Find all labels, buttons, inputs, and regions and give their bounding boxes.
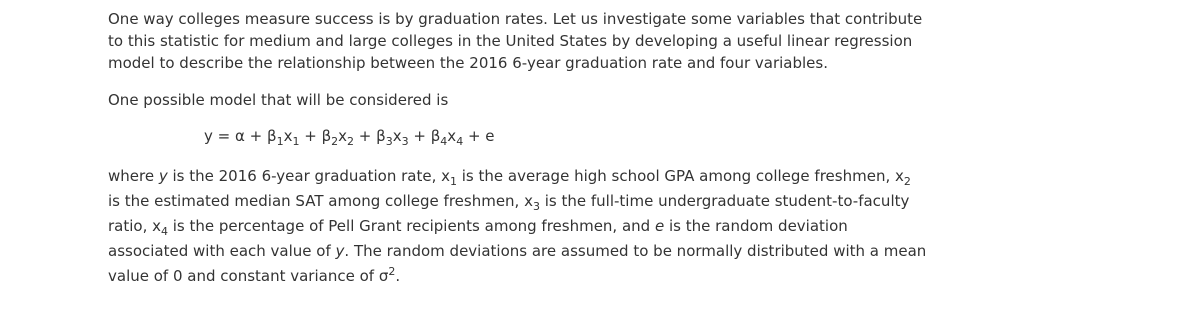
intro-line-2: to this statistic for medium and large colleges in the United States by developing a useful linear regression xyxy=(108,32,913,50)
regression-equation xyxy=(204,125,1108,147)
beta-1-sub: 1 xyxy=(276,135,284,148)
beta-3-sub: 3 xyxy=(385,135,393,148)
x-4: x xyxy=(447,127,457,145)
x-1: x xyxy=(283,127,293,145)
problem-text xyxy=(108,8,1108,289)
intro-line-1: One way colleges measure success is by graduation rates. Let us investigate some variables that contribute xyxy=(108,10,923,28)
def-y: y xyxy=(158,167,168,185)
plus-4: + xyxy=(463,127,486,145)
beta-1: β xyxy=(266,127,277,145)
def-y-2: y xyxy=(335,242,345,260)
x-2-sub: 2 xyxy=(347,135,355,148)
def-text-1: where xyxy=(108,167,159,185)
x-2: x xyxy=(338,127,348,145)
beta-2-sub: 2 xyxy=(331,135,339,148)
plus-2: + xyxy=(354,127,377,145)
intro-paragraph xyxy=(108,8,1108,74)
def-text-9: associated with each value of xyxy=(108,242,336,260)
def-sigma-sup: 2 xyxy=(388,265,396,278)
x-3-sub: 3 xyxy=(401,135,409,148)
beta-4: β xyxy=(430,127,441,145)
def-text-10: . The random deviations are assumed to be normally distributed with a mean xyxy=(344,242,927,260)
beta-4-sub: 4 xyxy=(440,135,448,148)
def-x1-sub: 1 xyxy=(450,175,457,188)
x-3: x xyxy=(392,127,402,145)
intro-line-3: model to describe the relationship between the 2016 6-year graduation rate and four variables. xyxy=(108,54,828,72)
def-text-7: is the percentage of Pell Grant recipients among freshmen, and xyxy=(168,217,655,235)
x-4-sub: 4 xyxy=(456,135,464,148)
def-text-4: is the estimated median SAT among college freshmen, x xyxy=(108,192,533,210)
def-text-3: is the average high school GPA among college freshmen, x xyxy=(457,167,904,185)
def-text-5: is the full-time undergraduate student-to-faculty xyxy=(539,192,910,210)
beta-2: β xyxy=(321,127,332,145)
def-text-2: is the 2016 6-year graduation rate, x xyxy=(167,167,450,185)
def-e: e xyxy=(654,217,665,235)
def-text-11: value of 0 and constant variance of σ xyxy=(108,267,389,285)
equation-lhs: y = α + xyxy=(204,127,267,145)
def-text-12: . xyxy=(395,267,401,285)
plus-1: + xyxy=(299,127,322,145)
model-intro: One possible model that will be considered is xyxy=(108,91,449,109)
def-x3-sub: 3 xyxy=(532,200,540,213)
error-term: e xyxy=(485,127,495,145)
x-1-sub: 1 xyxy=(292,135,300,148)
def-text-8: is the random deviation xyxy=(664,217,848,235)
beta-3: β xyxy=(376,127,386,145)
definitions-paragraph xyxy=(108,164,1108,289)
def-x2-sub: 2 xyxy=(903,175,911,188)
def-text-6: ratio, x xyxy=(108,217,161,235)
plus-3: + xyxy=(408,127,431,145)
def-x4-sub: 4 xyxy=(161,225,168,238)
